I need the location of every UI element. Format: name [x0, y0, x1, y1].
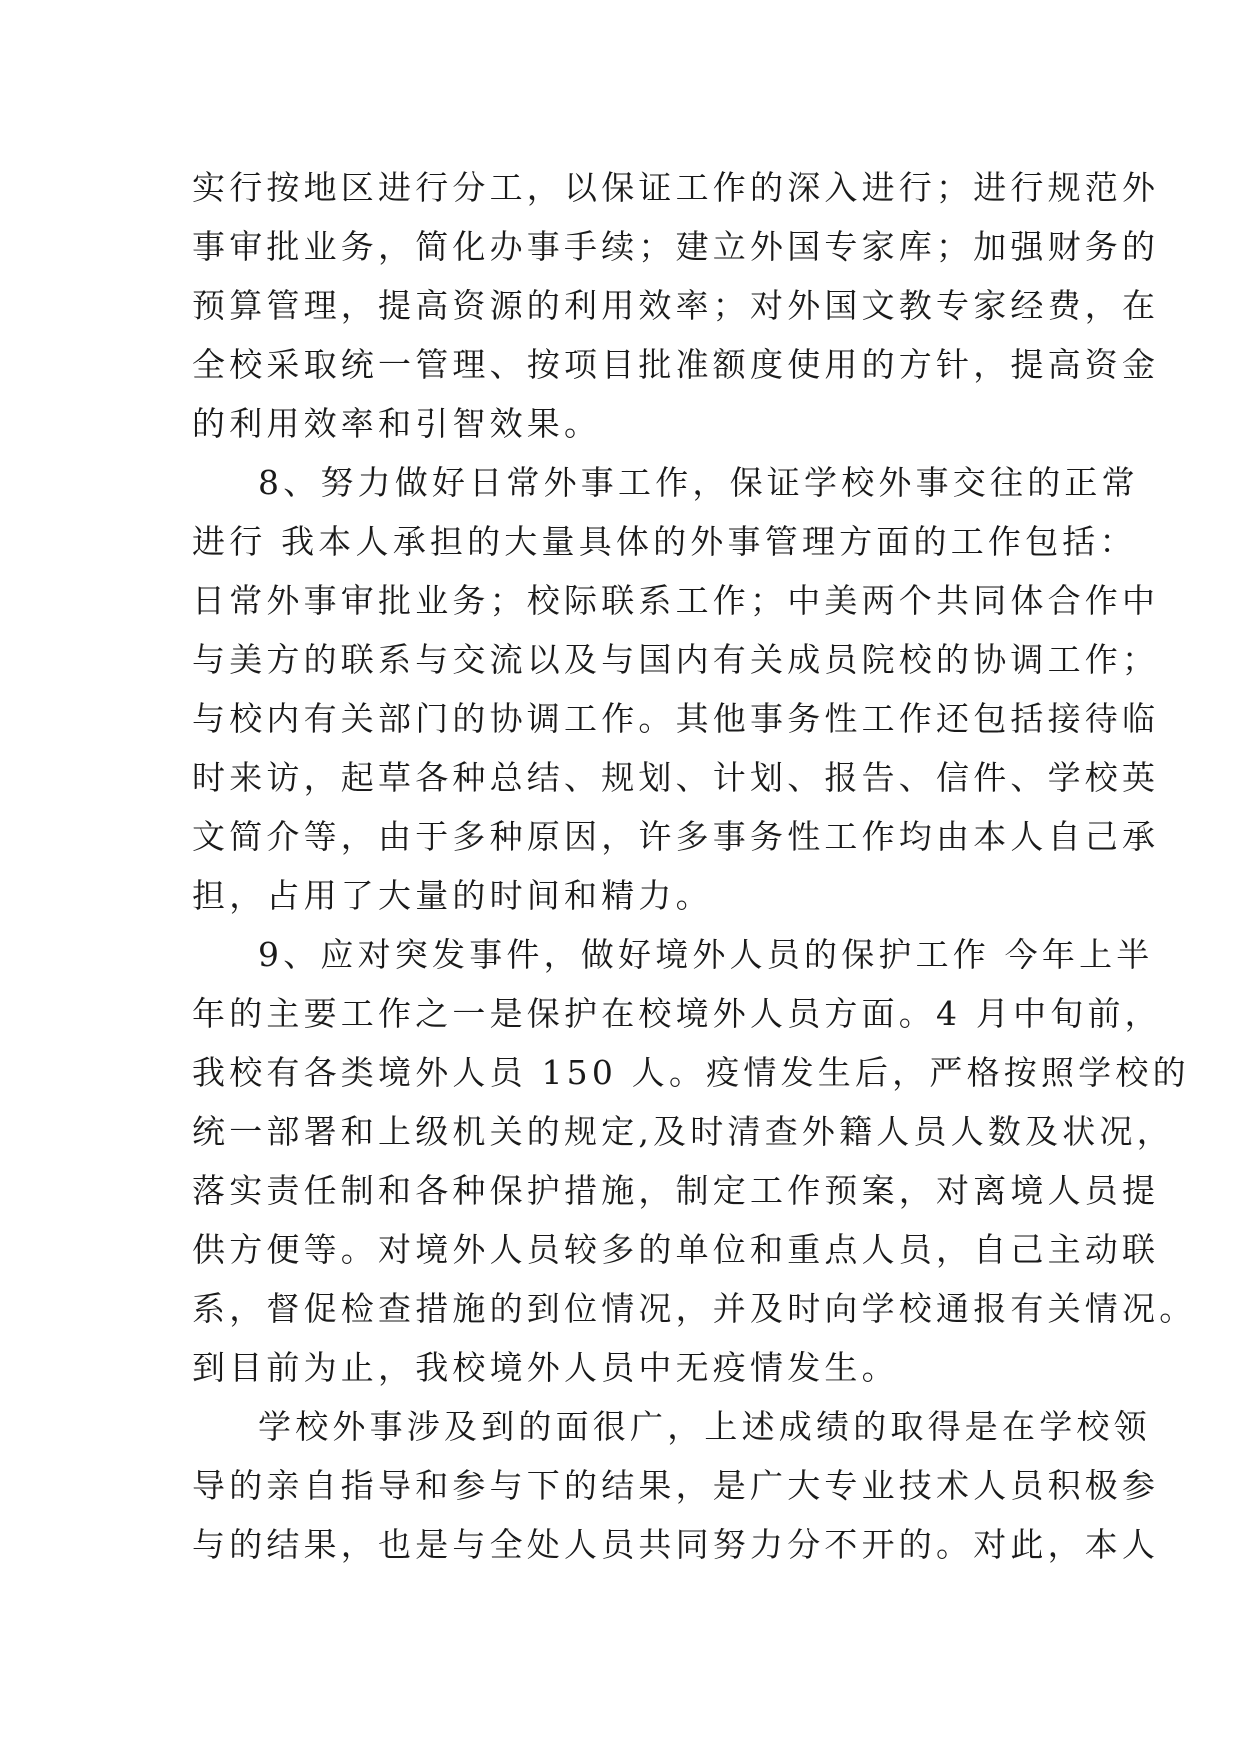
text-line: 导的亲自指导和参与下的结果，是广大专业技术人员积极参 — [192, 1466, 1160, 1505]
text-line: 供方便等。对境外人员较多的单位和重点人员，自己主动联 — [192, 1230, 1160, 1269]
text-line: 与的结果，也是与全处人员共同努力分不开的。对此，本人 — [192, 1525, 1160, 1564]
text-line: 时来访，起草各种总结、规划、计划、报告、信件、学校英 — [192, 758, 1160, 797]
text-line: 担，占用了大量的时间和精力。 — [192, 876, 713, 915]
text-line: 日常外事审批业务；校际联系工作；中美两个共同体合作中 — [192, 581, 1160, 620]
text-line: 与校内有关部门的协调工作。其他事务性工作还包括接待临 — [192, 699, 1160, 738]
text-line: 文简介等，由于多种原因，许多事务性工作均由本人自己承 — [192, 817, 1160, 856]
text-line: 预算管理，提高资源的利用效率；对外国文教专家经费，在 — [192, 286, 1160, 325]
text-line: 年的主要工作之一是保护在校境外人员方面。4 月中旬前， — [192, 994, 1162, 1033]
text-line: 系，督促检查措施的到位情况，并及时向学校通报有关情况。 — [192, 1289, 1197, 1328]
document-body — [192, 158, 1197, 1574]
text-line: 8、努力做好日常外事工作，保证学校外事交往的正常 — [258, 463, 1139, 502]
text-line: 实行按地区进行分工，以保证工作的深入进行；进行规范外 — [192, 168, 1160, 207]
text-line: 到目前为止，我校境外人员中无疫情发生。 — [192, 1348, 899, 1387]
text-line: 9、应对突发事件，做好境外人员的保护工作 今年上半 — [258, 935, 1154, 974]
text-line: 的利用效率和引智效果。 — [192, 404, 602, 443]
text-line: 进行 我本人承担的大量具体的外事管理方面的工作包括： — [192, 522, 1137, 561]
text-line: 与美方的联系与交流以及与国内有关成员院校的协调工作； — [192, 640, 1160, 679]
text-line: 全校采取统一管理、按项目批准额度使用的方针，提高资金 — [192, 345, 1160, 384]
text-line: 落实责任制和各种保护措施，制定工作预案，对离境人员提 — [192, 1171, 1160, 1210]
text-line: 统一部署和上级机关的规定,及时清查外籍人员人数及状况， — [192, 1112, 1174, 1151]
text-line: 我校有各类境外人员 150 人。疫情发生后，严格按照学校的 — [192, 1053, 1190, 1092]
text-line: 事审批业务，简化办事手续；建立外国专家库；加强财务的 — [192, 227, 1160, 266]
text-line: 学校外事涉及到的面很广，上述成绩的取得是在学校领 — [258, 1407, 1151, 1446]
